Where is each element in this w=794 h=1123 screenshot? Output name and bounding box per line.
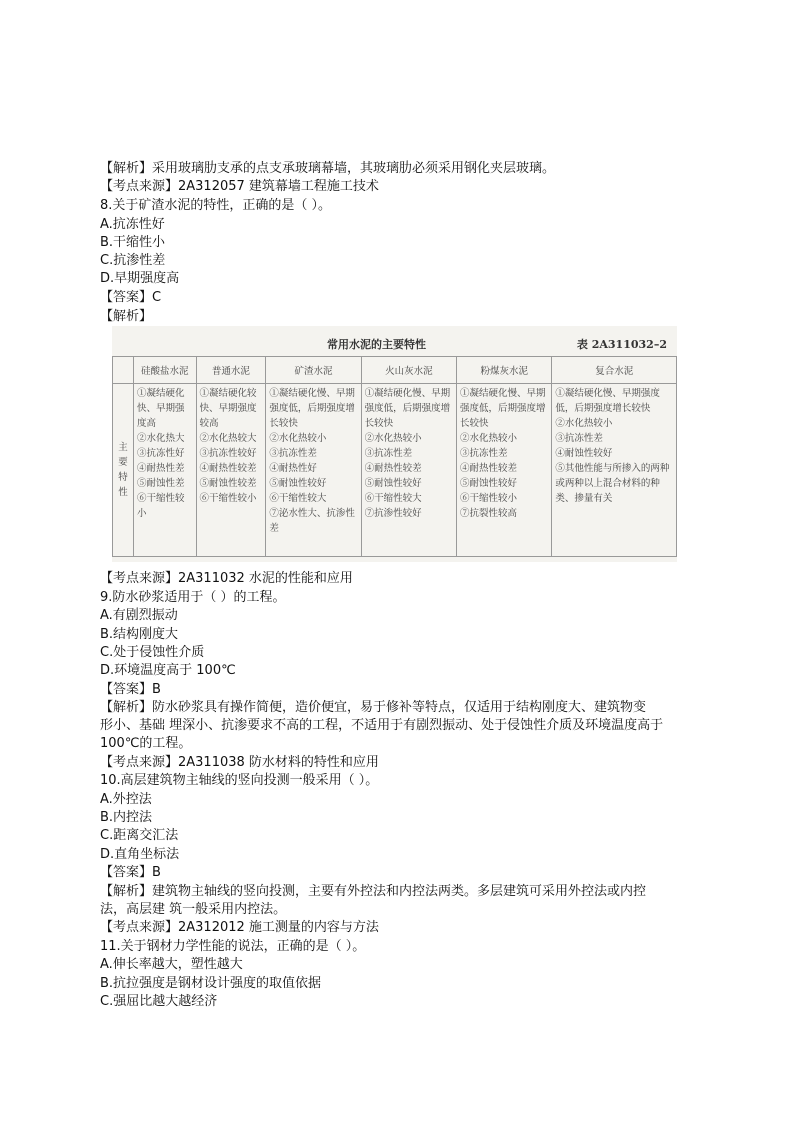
option-c: C.处于侵蚀性介质: [100, 645, 205, 660]
analysis-text: 【解析】采用玻璃肋支承的点支承玻璃幕墙，其玻璃肋必须采用钢化夹层玻璃。: [100, 161, 556, 176]
option-d: D.环境温度高于 100℃: [100, 663, 236, 678]
table-row: [113, 384, 677, 557]
column-header: 矿渣水泥: [266, 357, 361, 384]
table-cell: ①凝结硬化快、早期强度高 ②水化热大 ③抗冻性好 ④耐热性差 ⑤耐蚀性差 ⑥干缩性较小: [134, 384, 197, 557]
corner-cell: [113, 357, 134, 384]
question-8: 8.关于矿渣水泥的特性，正确的是（ ）。: [100, 198, 332, 213]
column-header: 粉煤灰水泥: [457, 357, 552, 384]
answer-text: 【答案】B: [100, 682, 161, 697]
question-9: 9.防水砂浆适用于（ ）的工程。: [100, 590, 286, 605]
answer-text: 【答案】C: [100, 290, 162, 305]
cement-properties-table: [112, 356, 677, 557]
analysis-text: 法，高层建 筑一般采用内控法。: [100, 902, 287, 917]
column-header: 火山灰水泥: [361, 357, 456, 384]
option-a: A.有剧烈振动: [100, 608, 178, 623]
column-header: 复合水泥: [552, 357, 677, 384]
question-10: 10.高层建筑物主轴线的竖向投测一般采用（ ）。: [100, 773, 379, 788]
option-a: A.抗冻性好: [100, 217, 165, 232]
table-title: 常用水泥的主要特性: [327, 338, 426, 351]
answer-text: 【答案】B: [100, 865, 161, 880]
column-header: 普通水泥: [196, 357, 266, 384]
cement-properties-table-image: [112, 326, 677, 562]
option-c: C.强屈比越大越经济: [100, 994, 218, 1009]
source-text: 【考点来源】2A311032 水泥的性能和应用: [100, 571, 353, 586]
analysis-text: 【解析】防水砂浆具有操作简便，造价便宜，易于修补等特点，仅适用于结构刚度大、建筑物变: [100, 700, 647, 715]
option-d: D.早期强度高: [100, 271, 180, 286]
table-cell: ①凝结硬化较快、早期强度较高 ②水化热较大 ③抗冻性较好 ④耐热性较差 ⑤耐蚀性较差 ⑥干缩性较小: [196, 384, 266, 557]
analysis-text: 【解析】建筑物主轴线的竖向投测，主要有外控法和内控法两类。多层建筑可采用外控法或内控: [100, 884, 647, 899]
column-header: 硅酸盐水泥: [134, 357, 197, 384]
option-c: C.抗渗性差: [100, 253, 166, 268]
option-b: B.内控法: [100, 810, 153, 825]
row-header: 主 要 特 性: [113, 384, 134, 557]
table-cell: ①凝结硬化慢、早期强度低，后期强度增长较快 ②水化热较小 ③抗冻性差 ④耐热性较差 ⑤耐蚀性较好 ⑥干缩性较小 ⑦抗裂性较高: [457, 384, 552, 557]
analysis-label: 【解析】: [100, 309, 153, 324]
table-cell: ①凝结硬化慢、早期强度低，后期强度增长较快 ②水化热较小 ③抗冻性差 ④耐热性好 ⑤耐蚀性较好 ⑥干缩性较大 ⑦泌水性大、抗渗性差: [266, 384, 361, 557]
option-b: B.抗拉强度是钢材设计强度的取值依据: [100, 976, 322, 991]
question-11: 11.关于钢材力学性能的说法，正确的是（ ）。: [100, 939, 366, 954]
source-text: 【考点来源】2A311038 防水材料的特性和应用: [100, 755, 379, 770]
table-cell: ①凝结硬化慢、早期强度低，后期强度增长较快 ②水化热较小 ③抗冻性差 ④耐热性较差 ⑤耐蚀性较好 ⑥干缩性较大 ⑦抗渗性较好: [361, 384, 456, 557]
table-header-row: [113, 357, 677, 384]
option-a: A.外控法: [100, 792, 152, 807]
source-text: 【考点来源】2A312012 施工测量的内容与方法: [100, 920, 379, 935]
option-a: A.伸长率越大，塑性越大: [100, 957, 243, 972]
analysis-text: 形小、基础 埋深小、抗渗要求不高的工程，不适用于有剧烈振动、处于侵蚀性介质及环境温度高于: [100, 718, 664, 733]
source-text: 【考点来源】2A312057 建筑幕墙工程施工技术: [100, 179, 379, 194]
analysis-text: 100℃的工程。: [100, 736, 192, 751]
table-cell: ①凝结硬化慢、早期强度低，后期强度增长较快 ②水化热较小 ③抗冻性差 ④耐蚀性较好 ⑤其他性能与所掺入的两种或两种以上混合材料的种类、掺量有关: [552, 384, 677, 557]
option-c: C.距离交汇法: [100, 828, 179, 843]
table-number: 表 2A311032–2: [576, 338, 667, 351]
option-d: D.直角坐标法: [100, 847, 180, 862]
option-b: B.干缩性小: [100, 235, 166, 250]
option-b: B.结构刚度大: [100, 627, 179, 642]
